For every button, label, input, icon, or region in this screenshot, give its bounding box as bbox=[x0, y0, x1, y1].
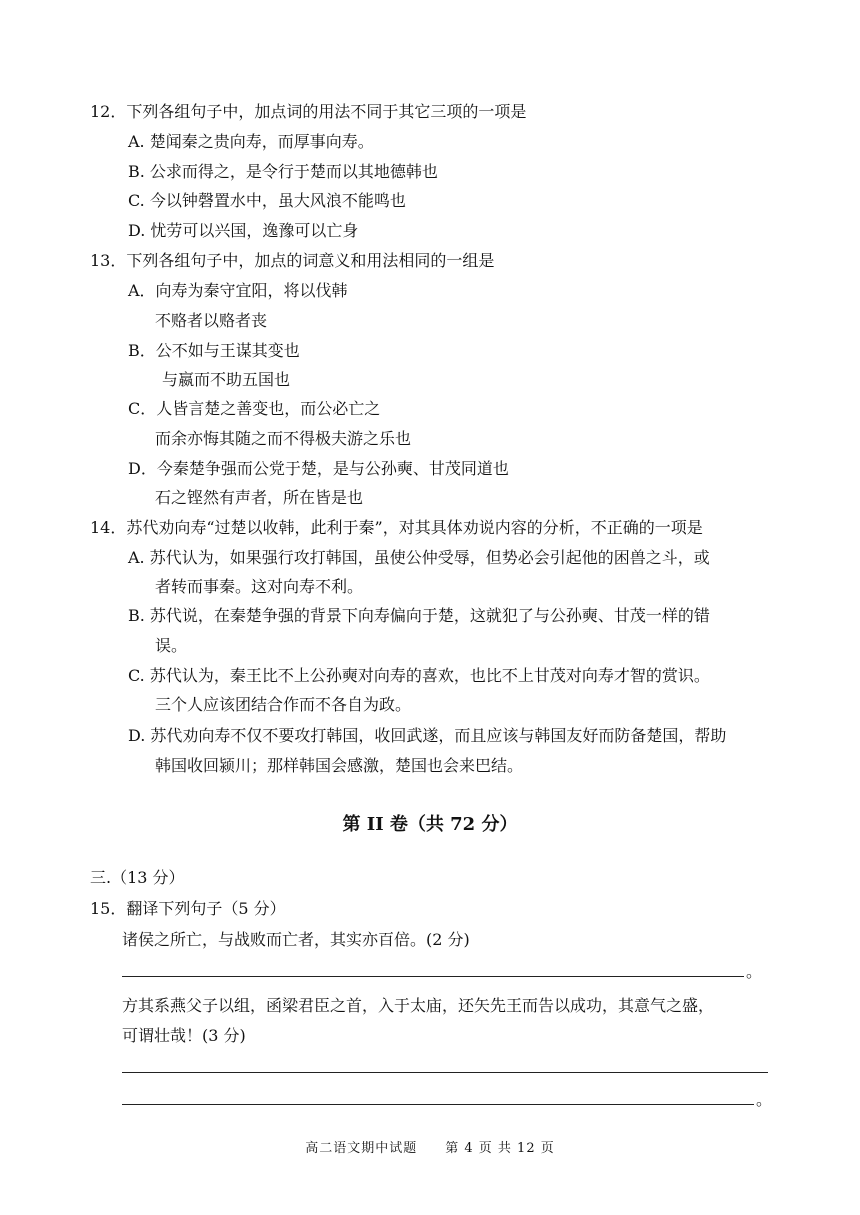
q14-stem: 14．苏代劝向寿“过楚以收韩，此利于秦”，对其具体劝说内容的分析，不正确的一项是 bbox=[90, 518, 703, 537]
page-footer: 高二语文期中试题 第 4 页 共 12 页 bbox=[305, 1141, 555, 1156]
q15-sentence-1: 诸侯之所亡，与战败而亡者，其实亦百倍。(2 分) bbox=[122, 930, 470, 949]
q12-option-c: C. 今以钟磬置水中，虽大风浪不能鸣也 bbox=[128, 191, 406, 210]
q14-option-c-line2: 三个人应该团结合作而不各自为政。 bbox=[155, 695, 412, 714]
q15-answer-line-3[interactable] bbox=[122, 1104, 754, 1105]
q15-answer-line-1[interactable] bbox=[122, 976, 744, 977]
q14-option-b-line2: 误。 bbox=[155, 636, 188, 655]
q12-option-b: B. 公求而得之，是令行于楚而以其地德韩也 bbox=[128, 162, 438, 181]
q14-option-c-line1: C. 苏代认为，秦王比不上公孙奭对向寿的喜欢，也比不上甘茂对向寿才智的赏识。 bbox=[128, 666, 710, 685]
q14-option-d-line2: 韩国收回颍川；那样韩国会感激，楚国也会来巴结。 bbox=[155, 756, 524, 775]
q13-option-a-line1: A．向寿为秦守宜阳，将以伐韩 bbox=[128, 281, 348, 300]
q15-sentence-2-line2: 可谓壮哉！(3 分) bbox=[122, 1026, 246, 1045]
q13-option-b-line2: 与嬴而不助五国也 bbox=[162, 370, 291, 389]
q15-answer-1-end-mark: 。 bbox=[746, 962, 763, 981]
q15-stem: 15．翻译下列句子（5 分） bbox=[90, 899, 286, 918]
q15-answer-3-end-mark: 。 bbox=[756, 1090, 773, 1109]
part-three-label: 三.（13 分） bbox=[90, 868, 185, 887]
q13-option-c-line2: 而余亦悔其随之而不得极夫游之乐也 bbox=[155, 429, 412, 448]
q14-option-d-line1: D. 苏代劝向寿不仅不要攻打韩国，收回武遂，而且应该与韩国友好而防备楚国，帮助 bbox=[128, 726, 727, 745]
q13-option-c-line1: C．人皆言楚之善变也，而公必亡之 bbox=[128, 399, 381, 418]
q13-option-d-line2: 石之铿然有声者，所在皆是也 bbox=[155, 488, 364, 507]
q14-option-b-line1: B. 苏代说，在秦楚争强的背景下向寿偏向于楚，这就犯了与公孙奭、甘茂一样的错 bbox=[128, 606, 710, 625]
q12-option-d: D. 忧劳可以兴国，逸豫可以亡身 bbox=[128, 221, 359, 240]
q15-answer-line-2[interactable] bbox=[122, 1072, 768, 1073]
q13-stem: 13．下列各组句子中，加点的词意义和用法相同的一组是 bbox=[90, 251, 495, 270]
q12-option-a: A. 楚闻秦之贵向寿，而厚事向寿。 bbox=[128, 132, 374, 151]
q13-option-b-line1: B．公不如与王谋其变也 bbox=[128, 341, 300, 360]
section-ii-title: 第 II 卷（共 72 分） bbox=[342, 814, 518, 835]
q14-option-a-line1: A. 苏代认为，如果强行攻打韩国，虽使公仲受辱，但势必会引起他的困兽之斗，或 bbox=[128, 548, 710, 567]
q15-sentence-2-line1: 方其系燕父子以组，函梁君臣之首，入于太庙，还矢先王而告以成功，其意气之盛， bbox=[122, 996, 715, 1015]
q13-option-a-line2: 不赂者以赂者丧 bbox=[155, 311, 268, 330]
q13-option-d-line1: D．今秦楚争强而公党于楚，是与公孙奭、甘茂同道也 bbox=[128, 459, 509, 478]
q12-stem: 12．下列各组句子中，加点词的用法不同于其它三项的一项是 bbox=[90, 102, 527, 121]
q14-option-a-line2: 者转而事秦。这对向寿不利。 bbox=[155, 577, 364, 596]
